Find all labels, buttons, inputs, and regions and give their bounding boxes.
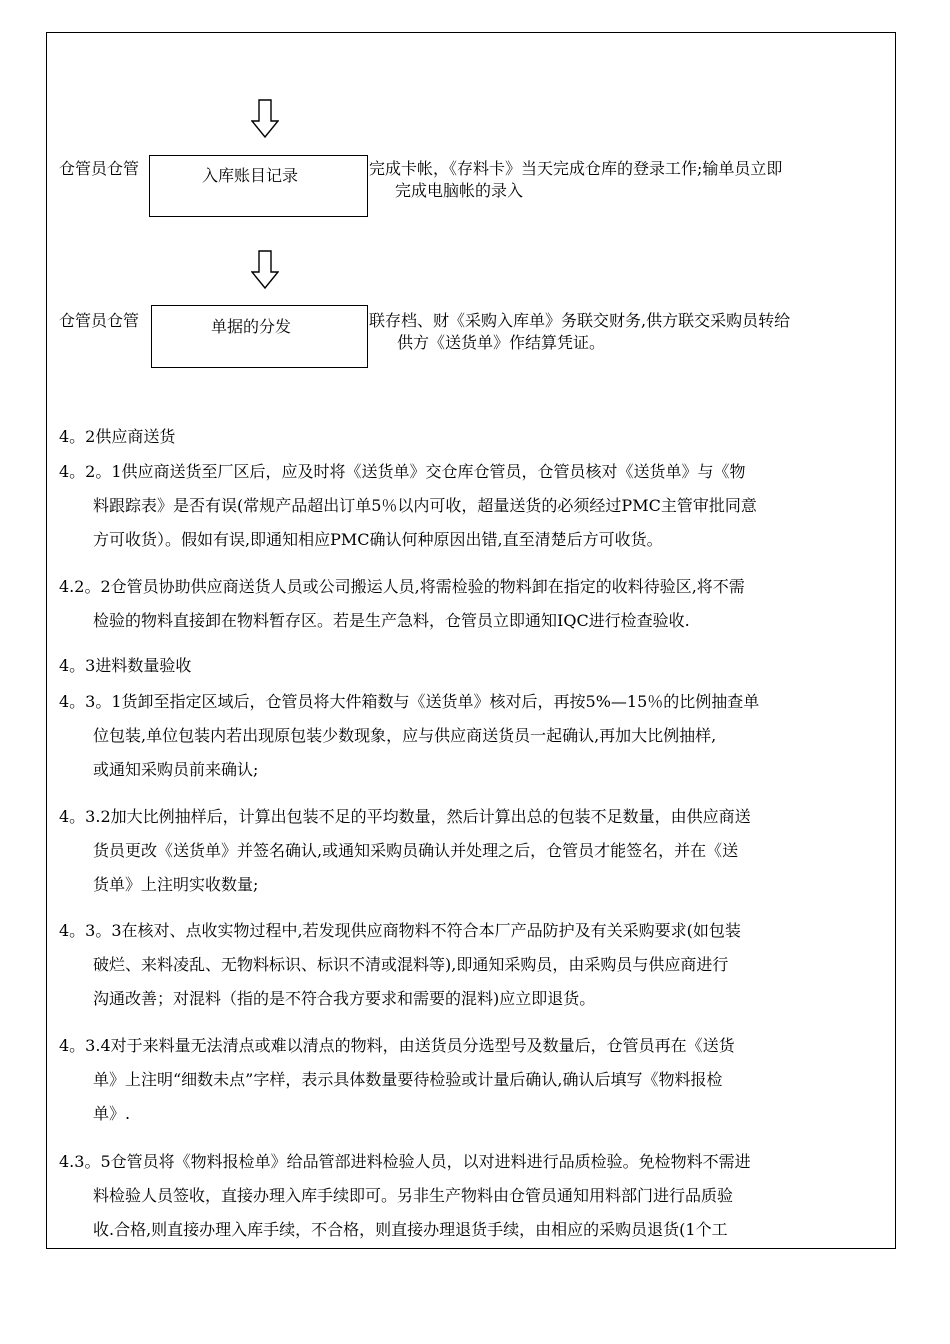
paragraph-4-2-1	[59, 455, 879, 557]
paragraph-line: 单》上注明“细数未点”字样，表示具体数量要待检验或计量后确认,确认后填写《物料报检	[93, 1070, 723, 1089]
paragraph-line: 收.合格,则直接办理入库手续，不合格，则直接办理退货手续，由相应的采购员退货(1个工	[93, 1220, 728, 1239]
flow-note-line: 供方《送货单》作结算凭证。	[397, 333, 606, 352]
flow-note-line: 完成电脑帐的录入	[395, 181, 524, 200]
paragraph-line: 料检验人员签收，直接办理入库手续即可。另非生产物料由仓管员通知用料部门进行品质验	[93, 1186, 734, 1205]
section-heading: 4。3进料数量验收	[59, 656, 192, 675]
paragraph-4-3-3	[59, 914, 879, 1016]
flow-note-line: 完成卡帐，《存料卡》当天完成仓库的登录工作;输单员立即	[369, 159, 783, 178]
flow-note-line: 联存档、财《采购入库单》务联交财务,供方联交采购员转给	[369, 311, 791, 330]
paragraph-4-3-4	[59, 1029, 879, 1131]
paragraph-line: 检验的物料直接卸在物料暂存区。若是生产急料，仓管员立即通知IQC进行检查验收.	[93, 611, 690, 630]
flow-step-label: 入库账目记录	[202, 166, 299, 185]
paragraph-line: 或通知采购员前来确认;	[93, 760, 259, 779]
paragraph-4-2-2	[59, 570, 879, 638]
paragraph-4-3-5	[59, 1145, 879, 1247]
paragraph-line: 破烂、来料凌乱、无物料标识、标识不清或混料等),即通知采购员，由采购员与供应商进行	[93, 955, 729, 974]
paragraph-4-3-1	[59, 685, 879, 787]
section-heading: 4。2供应商送货	[59, 427, 176, 446]
paragraph-line: 方可收货）。假如有误,即通知相应PMC确认何种原因出错,直至清楚后方可收货。	[93, 530, 663, 549]
down-arrow-icon	[251, 250, 279, 290]
flow-left-label: 仓管员仓管	[59, 311, 140, 330]
paragraph-line: 4.2。2仓管员协助供应商送货人员或公司搬运人员,将需检验的物料卸在指定的收料待验区,将不需	[59, 577, 745, 596]
paragraph-line: 位包装,单位包装内若出现原包装少数现象，应与供应商送货员一起确认,再加大比例抽样,	[93, 726, 717, 745]
flow-step-label: 单据的分发	[211, 317, 292, 336]
down-arrow-icon	[251, 99, 279, 139]
paragraph-line: 4。3.4对于来料量无法清点或难以清点的物料，由送货员分选型号及数量后，仓管员再在《送货	[59, 1036, 735, 1055]
paragraph-line: 料跟踪表》是否有误(常规产品超出订单5％以内可收，超量送货的必须经过PMC主管审批同意	[93, 496, 757, 515]
paragraph-line: 沟通改善；对混料（指的是不符合我方要求和需要的混料)应立即退货。	[93, 989, 596, 1008]
paragraph-line: 单》.	[93, 1104, 131, 1123]
paragraph-4-3-2	[59, 800, 879, 902]
paragraph-line: 4。2。1供应商送货至厂区后，应及时将《送货单》交仓库仓管员，仓管员核对《送货单》与《物	[59, 462, 746, 481]
paragraph-line: 货单》上注明实收数量;	[93, 875, 259, 894]
flow-left-label: 仓管员仓管	[59, 159, 140, 178]
flow-step-box	[149, 155, 368, 217]
paragraph-line: 4。3。1货卸至指定区域后，仓管员将大件箱数与《送货单》核对后，再按5%—15％的比例抽查单	[59, 692, 760, 711]
paragraph-line: 4。3。3在核对、点收实物过程中,若发现供应商物料不符合本厂产品防护及有关采购要求(如包装	[59, 921, 741, 940]
paragraph-line: 4.3。5仓管员将《物料报检单》给品管部进料检验人员，以对进料进行品质检验。免检物料不需进	[59, 1152, 751, 1171]
paragraph-line: 4。3.2加大比例抽样后，计算出包装不足的平均数量，然后计算出总的包装不足数量，由供应商送	[59, 807, 751, 826]
paragraph-line: 货员更改《送货单》并签名确认,或通知采购员确认并处理之后，仓管员才能签名，并在《送	[93, 841, 739, 860]
flow-step-box	[151, 305, 368, 368]
